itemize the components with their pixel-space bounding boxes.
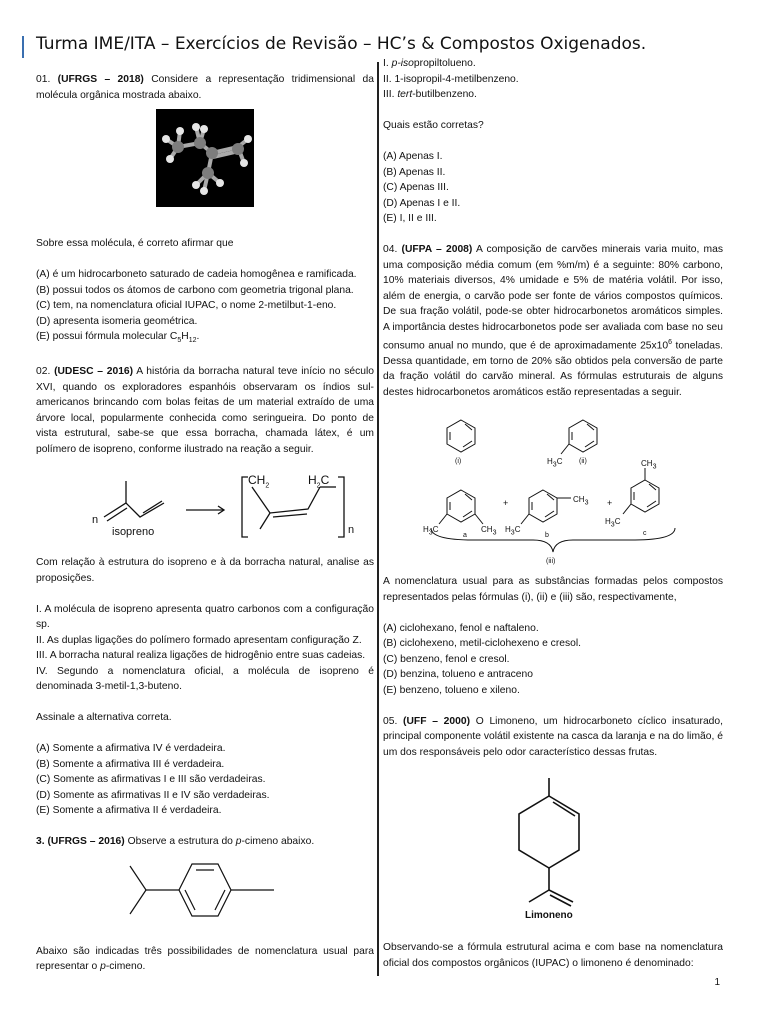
label-c: c: [643, 530, 647, 538]
question-01-stem: 01. (UFRGS – 2018) Considere a representação tridimensional da molécula orgânica mostrada abaixo.: [36, 74, 374, 101]
question-04-source: (UFPA – 2008): [401, 244, 473, 255]
label-iii: (iii): [546, 558, 556, 566]
xylene-c-h3c: $H_3C$: [605, 517, 621, 530]
question-02-statement-1: I. A molécula de isopreno apresenta quatro carbonos com a configuração sp.: [36, 603, 374, 631]
question-04-option-a: (A) ciclohexano, fenol e naftaleno.: [383, 622, 539, 634]
question-01-option-c: (C) tem, na nomenclatura oficial IUPAC, o nome 2-metilbut-1-eno.: [36, 300, 337, 311]
label-b: b: [545, 532, 549, 540]
page-title: Turma IME/ITA – Exercícios de Revisão – HC’s & Compostos Oxigenados.: [36, 34, 647, 54]
aromatic-hydrocarbons-figure: [383, 410, 683, 566]
question-02-option-d: (D) Somente as afirmativas II e IV são verdadeiras.: [36, 789, 270, 801]
question-03-item-2: II. 1-isopropil-4-metilbenzeno.: [383, 73, 519, 85]
h2c-label: $H_2C$: [308, 473, 330, 490]
xylene-a-ch3: $CH_3$: [481, 525, 497, 538]
isoprene-polymerization-figure: [56, 469, 356, 545]
isoprene-n-label: n: [92, 514, 99, 527]
column-divider: [377, 62, 379, 976]
question-02-statement-2: II. As duplas ligações do polímero formado apresentam configuração Z.: [36, 634, 362, 646]
polymer-n-label: n: [348, 524, 355, 537]
question-02-instruction: Assinale a alternativa correta.: [36, 712, 172, 724]
question-04-prompt: A nomenclatura usual para as substâncias formadas pelos compostos representados pelas fórmulas (i), (ii) e (iii) são, respectivamente,: [383, 576, 723, 603]
ch2-label: $CH_2$: [248, 473, 270, 490]
plus-1: +: [503, 498, 509, 509]
question-02-option-a: (A) Somente a afirmativa IV é verdadeira.: [36, 743, 226, 755]
label-ii: (ii): [579, 458, 587, 466]
limonene-label: Limoneno: [525, 910, 573, 922]
question-02-option-c: (C) Somente as afirmativas I e III são verdadeiras.: [36, 774, 266, 786]
question-02-statement-3: III. A borracha natural realiza ligações de hidrogênio entre suas cadeias.: [36, 650, 366, 662]
title-accent-bar: [22, 36, 24, 58]
question-01-option-b: (B) possui todos os átomos de carbono com geometria trigonal plana.: [36, 284, 354, 296]
xylene-b-ch3: $CH_3$: [573, 495, 589, 508]
question-03-option-b: (B) Apenas II.: [383, 166, 446, 178]
question-02-statement-4: IV. Segundo a nomenclatura oficial, a molécula de isopreno é denominada 3-metil-1,3-buteno.: [36, 665, 374, 693]
question-01-option-d: (D) apresenta isomeria geométrica.: [36, 315, 198, 327]
toluene-h3c: $H_3C$: [547, 457, 563, 470]
plus-2: +: [607, 498, 613, 509]
xylene-b-h3c: $H_3C$: [505, 525, 521, 538]
question-02-stem: 02. (UDESC – 2016) A história da borracha natural teve início no século XVI, quando os exploradores espanhóis observaram os índios sul-americanos brincando com bolas feitas de um material extraído de uma árvore local, popularmente conhecida como seringueira. Do ponto de vista estrutural, sabe-se que essa borracha, chamada látex, é um polímero de isopreno, conforme ilustrado na reação a seguir.: [36, 366, 374, 455]
question-05-source: (UFF – 2000): [403, 715, 470, 727]
xylene-c-ch3: $CH_3$: [641, 459, 657, 472]
molecule-3d-image: [156, 109, 254, 207]
question-05-closing: Observando-se a fórmula estrutural acima e com base na nomenclatura oficial dos compostos orgânicos (IUPAC) o limoneno é denominado:: [383, 942, 723, 969]
label-a: a: [463, 532, 467, 540]
question-03-stem: 3. (UFRGS – 2016) Observe a estrutura do p-cimeno abaixo.: [36, 836, 315, 848]
question-03-option-a: (A) Apenas I.: [383, 151, 443, 162]
isoprene-label: isopreno: [112, 526, 155, 539]
left-column: [36, 72, 374, 975]
label-i: (i): [455, 458, 462, 466]
question-03-question: Quais estão corretas?: [383, 120, 484, 131]
question-04-option-c: (C) benzeno, fenol e cresol.: [383, 653, 510, 665]
question-03-source: (UFRGS – 2016): [47, 836, 125, 848]
xylene-a-h3c: $H_3C$: [423, 525, 439, 538]
question-01-option-a: (A) é um hidrocarboneto saturado de cadeia homogênea e ramificada.: [36, 269, 357, 280]
limonene-structure: [493, 774, 613, 924]
question-04-option-b: (B) ciclohexeno, metil-ciclohexeno e cresol.: [383, 638, 582, 650]
question-01-prompt: Sobre essa molécula, é correto afirmar que: [36, 238, 234, 249]
question-02-prompt: Com relação à estrutura do isopreno e à da borracha natural, analise as proposições.: [36, 557, 374, 584]
question-03-option-c: (C) Apenas III.: [383, 182, 449, 193]
question-05-stem: 05. (UFF – 2000) O Limoneno, um hidrocarboneto cíclico insaturado, principal componente volátil existente na casca da laranja e na do limão, é um dos responsáveis pelo odor característico dessas frutas.: [383, 715, 723, 758]
question-01-source: (UFRGS – 2018): [57, 74, 144, 85]
question-03-closing: Abaixo são indicadas três possibilidades de nomenclatura usual para representar o p-cimeno.: [36, 945, 374, 973]
question-01-option-e: (E) possui fórmula molecular $C_5H_{12}$.: [36, 331, 200, 345]
p-cymene-structure: [122, 858, 282, 924]
question-02-option-b: (B) Somente a afirmativa III é verdadeira.: [36, 758, 225, 770]
question-02-option-e: (E) Somente a afirmativa II é verdadeira.: [36, 805, 222, 817]
question-04-option-e: (E) benzeno, tolueno e xileno.: [383, 684, 520, 696]
question-03-option-e: (E) I, II e III.: [383, 213, 437, 224]
question-03-item-3: III. tert-butilbenzeno.: [383, 89, 477, 100]
right-column: [383, 56, 723, 971]
question-02-source: (UDESC – 2016): [54, 366, 134, 378]
question-03-item-1: I. p-isopropiltolueno.: [383, 58, 476, 69]
question-03-option-d: (D) Apenas I e II.: [383, 197, 461, 209]
question-04-stem: 04. (UFPA – 2008) A composição de carvões minerais varia muito, mas uma composição média comum (em %m/m) é a seguinte: 80% carbono, 10% materiais diversos, 4% umidade e 5% de matéria volátil. Por isso, além de energia, o carvão pode ser fonte de vários compostos químicos. De sua fração volátil, pode-se obter hidrocarbonetos aromáticos simples. A importância destes hidrocarbonetos pode ser avaliada com base no seu consumo anual no mundo, que é de aproximadamente $25x10^6$ toneladas. Dessa quantidade, em torno de 20% são obtidos pela conversão de parte da fração volátil do carvão mineral. As fórmulas estruturais de alguns destes hidrocarbonetos aromáticos estão representadas a seguir.: [383, 244, 723, 398]
page-number: 1: [714, 977, 720, 988]
question-04-option-d: (D) benzina, tolueno e antraceno: [383, 669, 533, 681]
